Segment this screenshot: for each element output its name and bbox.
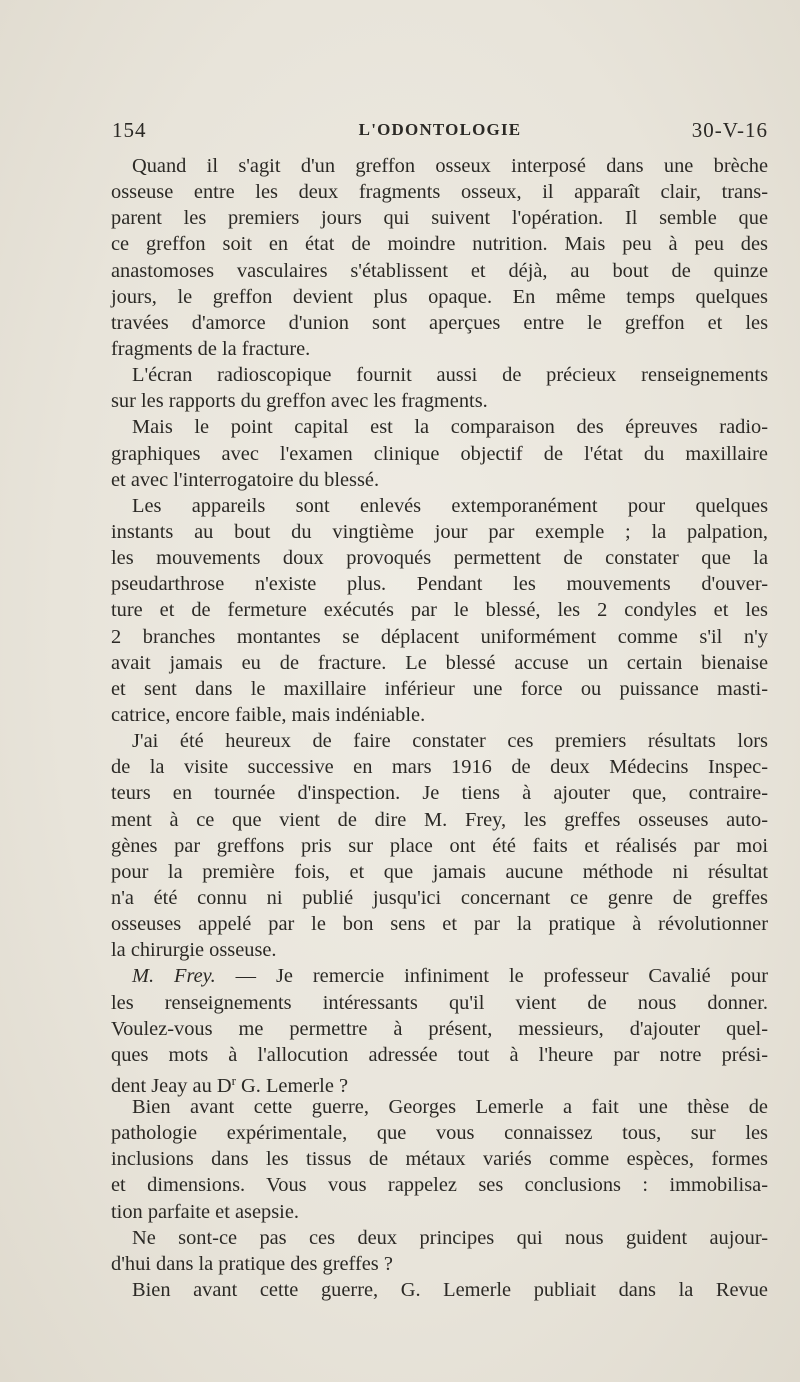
- text-line: [111, 1251, 768, 1277]
- text-line: [111, 1199, 768, 1225]
- line-text: ques mots à l'allocution adressée tout à l'heure par notre prési-: [111, 1043, 768, 1066]
- line-text: osseuses appelé par le bon sens et par la pratique à révolutionner: [111, 913, 768, 936]
- line-text: Voulez-vous me permettre à présent, messieurs, d'ajouter quel-: [111, 1017, 768, 1040]
- text-line: [111, 388, 768, 414]
- text-line: [111, 493, 768, 519]
- text-line: [111, 859, 768, 885]
- issue-date: 30-V-16: [691, 118, 768, 142]
- text-line: [111, 362, 768, 388]
- text-line: [111, 1277, 768, 1303]
- text-line: [111, 414, 768, 440]
- line-text: ture et de fermeture exécutés par le blessé, les 2 condyles et les: [111, 599, 768, 622]
- line-text: teurs en tournée d'inspection. Je tiens à ajouter que, contraire-: [111, 782, 768, 805]
- text-line: [111, 1120, 768, 1146]
- line-text: sur les rapports du greffon avec les fragments.: [111, 390, 488, 413]
- text-line: [111, 153, 768, 179]
- line-text: pour la première fois, et que jamais aucune méthode ni résultat: [111, 860, 768, 883]
- line-text: et avec l'interrogatoire du blessé.: [111, 468, 380, 491]
- text-line: [111, 258, 768, 284]
- line-text: graphiques avec l'examen clinique objectif de l'état du maxillaire: [111, 442, 768, 465]
- text-line: [111, 310, 768, 336]
- line-text: d'hui dans la pratique des greffes ?: [111, 1252, 393, 1275]
- line-text: catrice, encore faible, mais indéniable.: [111, 703, 426, 726]
- line-text: avait jamais eu de fracture. Le blessé accuse un certain bienaise: [111, 651, 768, 674]
- text-line: [111, 780, 768, 806]
- page-number: 154: [112, 118, 147, 142]
- line-text: n'a été connu ni publié jusqu'ici concernant ce genre de greffes: [111, 886, 768, 909]
- line-text: les renseignements intéressants qu'il vient de nous donner.: [111, 991, 768, 1014]
- line-text: et sent dans le maxillaire inférieur une force ou puissance masti-: [111, 677, 768, 700]
- text-line: [111, 467, 768, 493]
- text-line: [111, 650, 768, 676]
- text-line: [111, 1146, 768, 1172]
- text-line: [111, 833, 768, 859]
- text-line: [111, 1068, 768, 1097]
- text-line: [111, 937, 768, 963]
- speaker-name: M. Frey.: [132, 965, 216, 988]
- journal-title: L'ODONTOLOGIE: [358, 120, 522, 139]
- text-line: [111, 807, 768, 833]
- line-text: Mais le point capital est la comparaison des épreuves radio-: [132, 416, 768, 439]
- line-text: travées d'amorce d'union sont aperçues entre le greffon et les: [111, 311, 768, 334]
- text-line: [111, 571, 768, 597]
- text-line: [111, 1172, 768, 1198]
- line-text: ce greffon soit en état de moindre nutrition. Mais peu à peu des: [111, 233, 768, 256]
- line-text: 2 branches montantes se déplacent uniformément comme s'il n'y: [111, 625, 768, 648]
- text-line: [111, 545, 768, 571]
- text-line: [111, 728, 768, 754]
- text-line: [111, 702, 768, 728]
- line-text-continued: G. Lemerle ?: [235, 1074, 349, 1097]
- text-line: [111, 519, 768, 545]
- line-text: dent Jeay au D: [111, 1074, 232, 1097]
- text-line: [111, 754, 768, 780]
- line-text: et dimensions. Vous vous rappelez ses conclusions : immobilisa-: [111, 1174, 768, 1197]
- text-line: [111, 205, 768, 231]
- text-line: [111, 990, 768, 1016]
- text-line: [111, 336, 768, 362]
- line-text: Bien avant cette guerre, Georges Lemerle a fait une thèse de: [132, 1096, 768, 1119]
- line-text: pathologie expérimentale, que vous connaissez tous, sur les: [111, 1122, 768, 1145]
- line-text: L'écran radioscopique fournit aussi de précieux renseignements: [132, 364, 768, 387]
- text-line: [111, 1225, 768, 1251]
- line-text: tion parfaite et asepsie.: [111, 1200, 299, 1223]
- text-line: [111, 624, 768, 650]
- line-text: gènes par greffons pris sur place ont été faits et réalisés par moi: [111, 834, 768, 857]
- line-text: de la visite successive en mars 1916 de deux Médecins Inspec-: [111, 756, 768, 779]
- line-text: parent les premiers jours qui suivent l'opération. Il semble que: [111, 207, 768, 230]
- text-line: [111, 597, 768, 623]
- line-text: Ne sont-ce pas ces deux principes qui nous guident aujour-: [132, 1226, 768, 1249]
- line-text: ment à ce que vient de dire M. Frey, les greffes osseuses auto-: [111, 808, 768, 831]
- text-line: [111, 911, 768, 937]
- text-line: [111, 963, 768, 989]
- line-text: les mouvements doux provoqués permettent de constater que la: [111, 547, 768, 570]
- line-text: jours, le greffon devient plus opaque. En même temps quelques: [111, 285, 768, 308]
- text-line: [111, 1094, 768, 1120]
- line-text: Les appareils sont enlevés extemporanément pour quelques: [132, 494, 768, 517]
- line-text: fragments de la fracture.: [111, 337, 311, 360]
- line-text: J'ai été heureux de faire constater ces premiers résultats lors: [132, 730, 768, 753]
- line-text: inclusions dans les tissus de métaux variés comme espèces, formes: [111, 1148, 768, 1171]
- line-text: pseudarthrose n'existe plus. Pendant les mouvements d'ouver-: [111, 573, 768, 596]
- text-line: [111, 676, 768, 702]
- line-text: osseuse entre les deux fragments osseux, il apparaît clair, trans-: [111, 181, 768, 204]
- running-header: [112, 118, 768, 148]
- text-line: [111, 284, 768, 310]
- line-text: la chirurgie osseuse.: [111, 939, 277, 962]
- line-text: Quand il s'agit d'un greffon osseux interposé dans une brèche: [132, 155, 768, 177]
- text-line: [111, 231, 768, 257]
- text-line: [111, 441, 768, 467]
- line-text: — Je remercie infiniment le professeur Cavalié pour: [215, 965, 768, 988]
- text-line: [111, 179, 768, 205]
- line-text: anastomoses vasculaires s'établissent et déjà, au bout de quinze: [111, 259, 768, 282]
- superscript: r: [231, 1072, 236, 1088]
- line-text: Bien avant cette guerre, G. Lemerle publiait dans la Revue: [132, 1279, 768, 1302]
- article-body: [111, 153, 768, 1303]
- text-line: [111, 1042, 768, 1068]
- line-text: instants au bout du vingtième jour par exemple ; la palpation,: [111, 520, 768, 543]
- text-line: [111, 885, 768, 911]
- text-line: [111, 1016, 768, 1042]
